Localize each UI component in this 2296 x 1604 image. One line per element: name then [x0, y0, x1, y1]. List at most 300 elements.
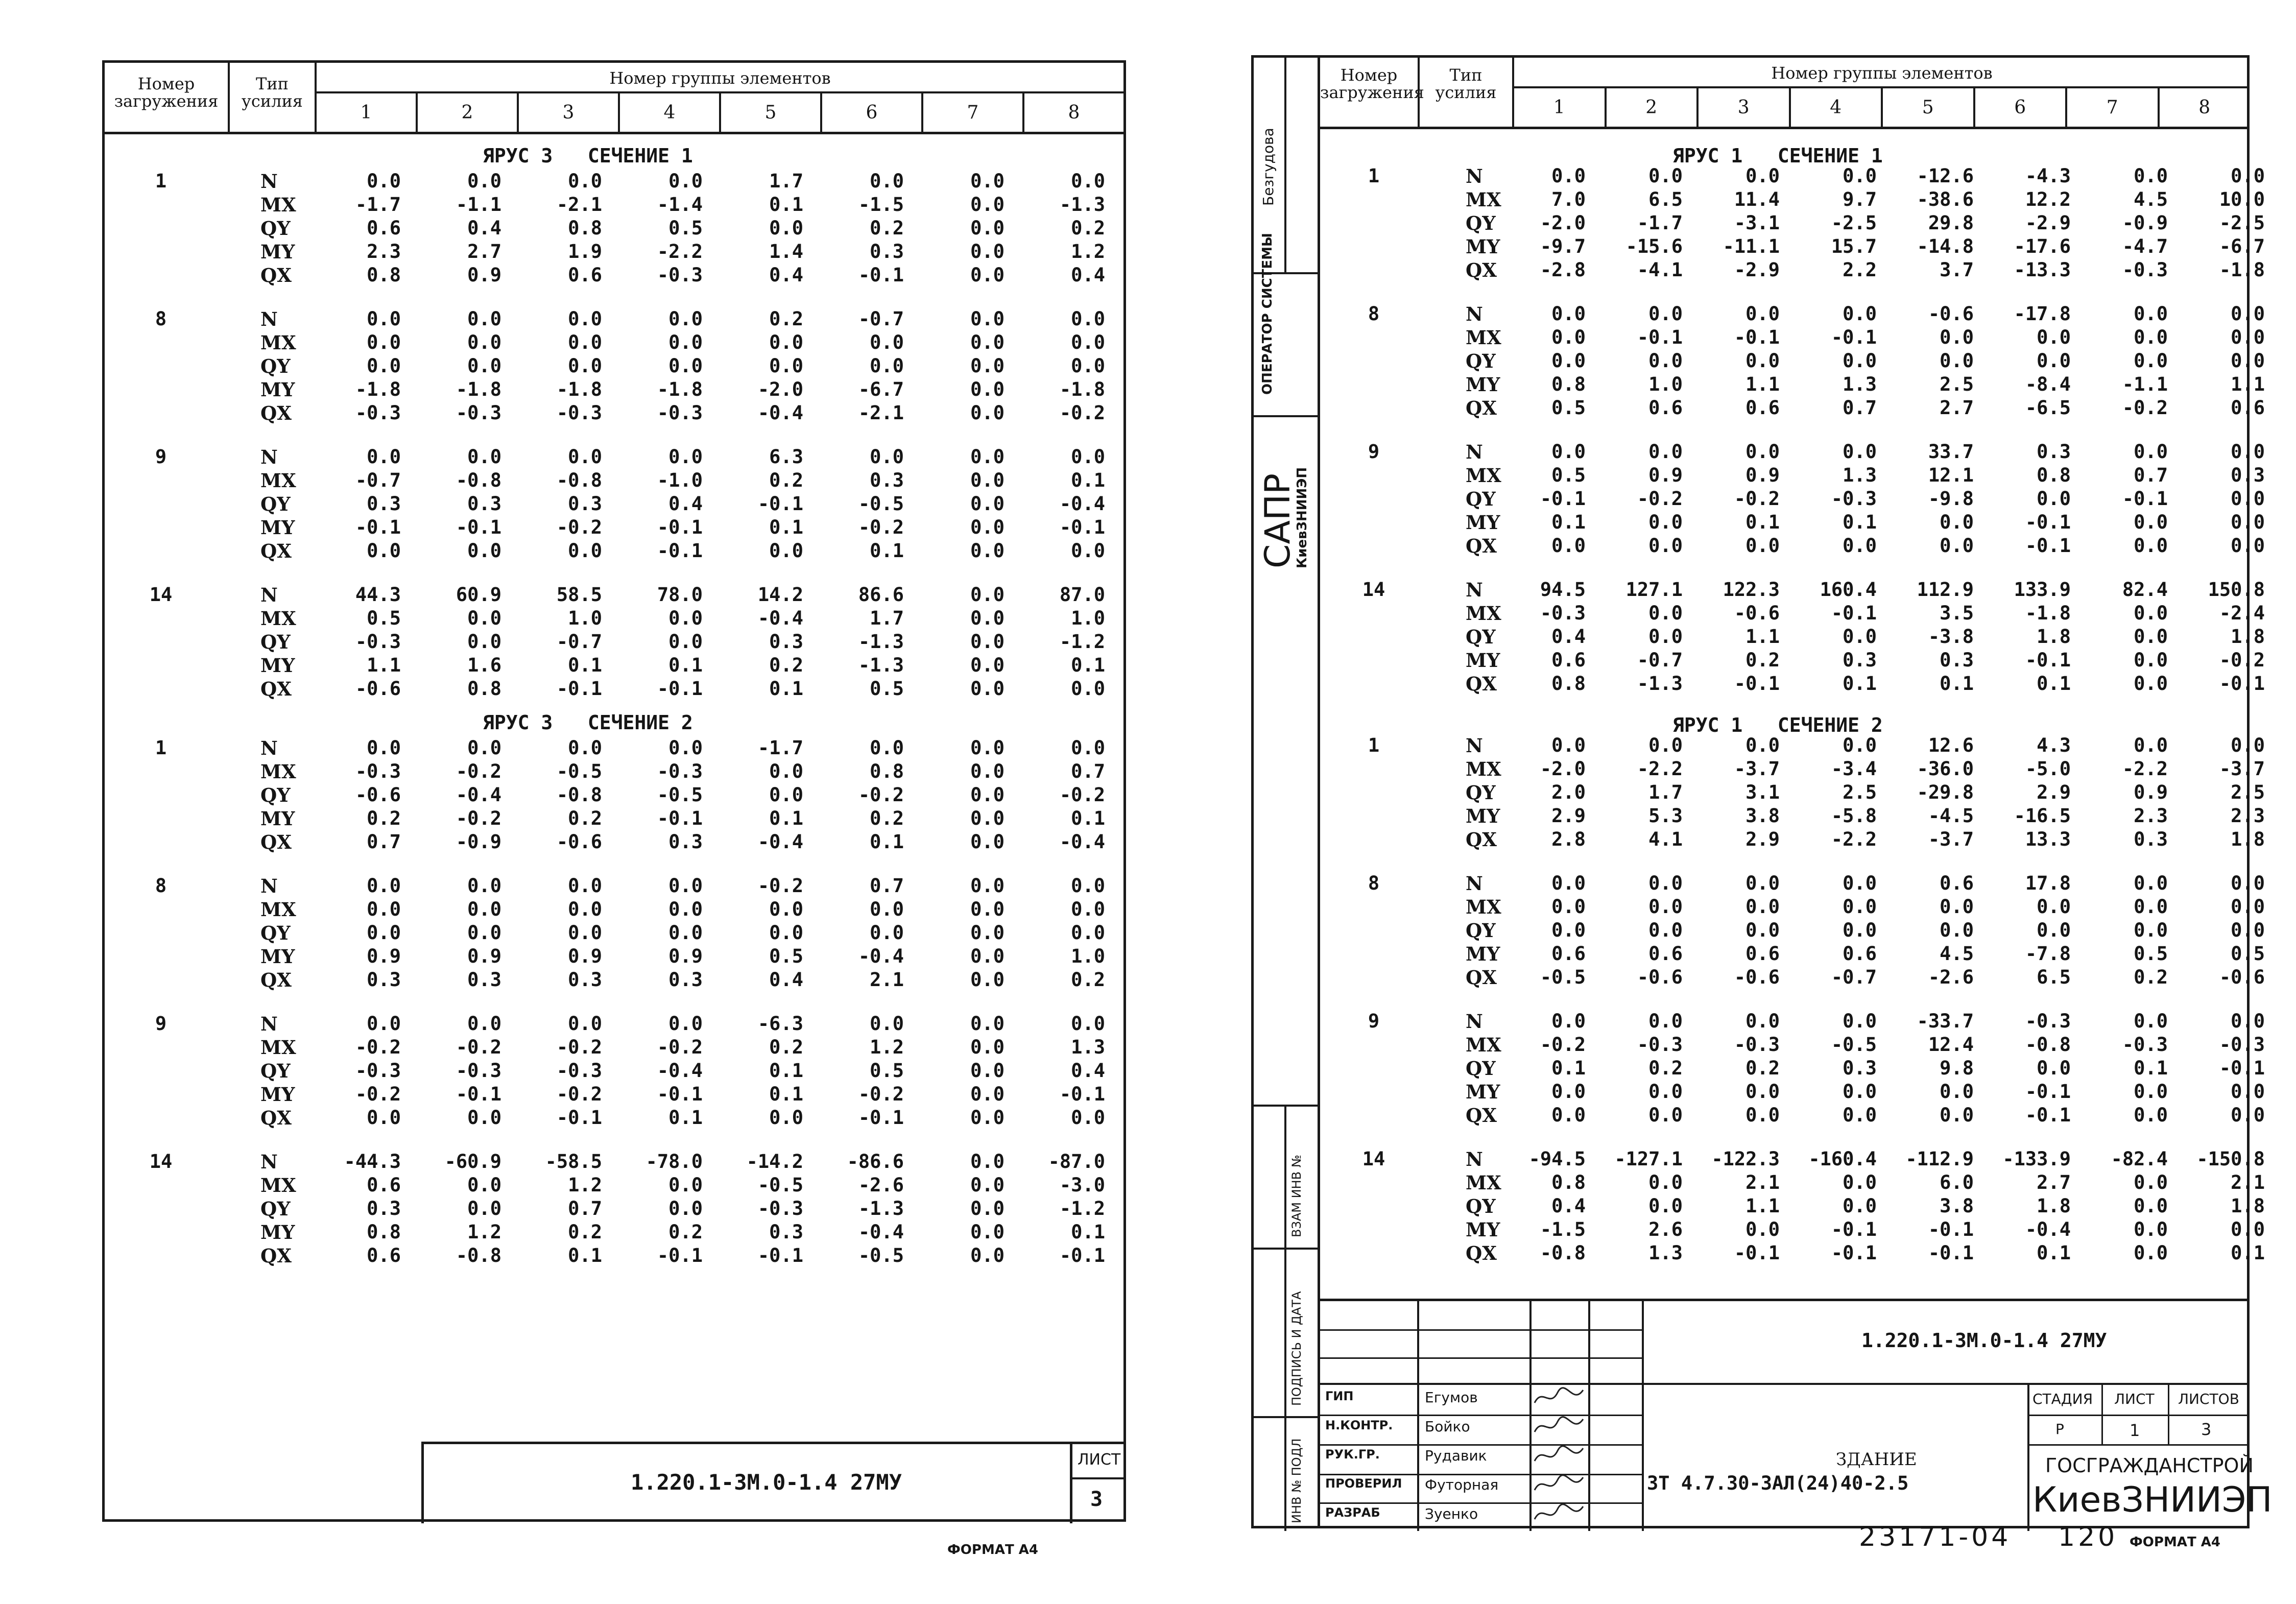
- header-load-number: Номер загружения: [1320, 58, 1420, 127]
- load-number: 9: [1368, 1010, 1380, 1032]
- force-value: -2.0: [1540, 212, 1586, 234]
- force-value: 0.0: [970, 807, 1004, 829]
- force-value: 0.1: [769, 1060, 803, 1082]
- force-value: 7.0: [1551, 188, 1586, 210]
- sheet-number: 3: [1090, 1488, 1103, 1511]
- header-force-type: Тип усилия: [1420, 58, 1514, 127]
- force-value: 1.0: [1071, 945, 1105, 967]
- force-value: 0.0: [1071, 875, 1105, 897]
- force-value: 0.0: [970, 945, 1004, 967]
- force-value: -3.7: [1734, 758, 1780, 780]
- force-value: 0.0: [970, 331, 1004, 353]
- force-value: -2.2: [1831, 828, 1877, 850]
- force-value: -6.7: [858, 378, 904, 400]
- force-value: 0.0: [2231, 165, 2265, 187]
- role-name: Рудавик: [1425, 1447, 1487, 1464]
- operator-label: ОПЕРАТОР СИСТЕМЫ: [1260, 233, 1275, 395]
- force-type: QX: [260, 831, 292, 853]
- force-value: -2.2: [657, 241, 703, 262]
- group-number-7: 7: [2067, 88, 2160, 127]
- force-value: 2.1: [2231, 1171, 2265, 1193]
- header-force-type: Тип усилия: [230, 63, 317, 132]
- force-value: -33.7: [1917, 1010, 1974, 1032]
- force-value: 0.1: [769, 807, 803, 829]
- force-value: 1.0: [1648, 373, 1683, 395]
- force-value: 0.8: [367, 1221, 401, 1243]
- force-type: MY: [260, 807, 295, 830]
- force-type: MY: [260, 378, 295, 401]
- force-value: -0.8: [456, 1244, 501, 1266]
- force-type: QX: [1466, 397, 1497, 419]
- force-value: 0.0: [1551, 441, 1586, 463]
- force-value: 1.0: [1071, 607, 1105, 629]
- force-value: 0.0: [2134, 602, 2168, 624]
- force-value: -2.9: [2025, 212, 2071, 234]
- force-type: MY: [260, 945, 295, 968]
- force-value: 0.0: [769, 784, 803, 806]
- force-value: 2.2: [1843, 259, 1877, 281]
- force-value: -3.7: [1928, 828, 1974, 850]
- force-type: MX: [1466, 1171, 1501, 1194]
- force-type: MY: [1466, 1081, 1500, 1103]
- force-value: 0.0: [1843, 165, 1877, 187]
- force-value: 0.1: [2134, 1057, 2168, 1079]
- force-value: 0.0: [970, 922, 1004, 944]
- force-value: 0.0: [1648, 1104, 1683, 1126]
- force-value: 0.3: [367, 1198, 401, 1219]
- force-value: 0.0: [1071, 355, 1105, 377]
- format-mark-right: ФОРМАТ А4: [2130, 1535, 2220, 1550]
- force-value: 87.0: [1059, 584, 1105, 606]
- force-type: N: [1466, 1010, 1483, 1033]
- force-value: 0.3: [1940, 649, 1974, 671]
- group-number-4: 4: [620, 93, 721, 132]
- right-sheet: [1251, 55, 2273, 1528]
- force-value: 0.0: [467, 631, 501, 653]
- force-value: -4.3: [2025, 165, 2071, 187]
- force-value: 0.0: [668, 631, 703, 653]
- force-value: -0.1: [1928, 1218, 1974, 1240]
- force-value: -0.2: [456, 1036, 501, 1058]
- force-value: 0.6: [1745, 943, 1780, 965]
- signature: [1532, 1385, 1588, 1410]
- force-value: 0.6: [1940, 872, 1974, 894]
- force-value: 0.1: [668, 654, 703, 676]
- force-value: -0.6: [1734, 966, 1780, 988]
- force-type: QX: [260, 969, 292, 991]
- force-value: 0.8: [1551, 673, 1586, 695]
- force-value: 3.1: [1745, 781, 1780, 803]
- force-type: MY: [260, 654, 295, 677]
- archive-number: 23171-04: [1859, 1522, 2012, 1552]
- force-value: 0.0: [2134, 350, 2168, 372]
- force-value: -3.7: [2219, 758, 2265, 780]
- force-value: 0.0: [1648, 1010, 1683, 1032]
- force-value: -60.9: [444, 1151, 501, 1172]
- force-value: 2.5: [2231, 781, 2265, 803]
- force-value: 0.9: [568, 945, 602, 967]
- force-value: 0.0: [970, 1221, 1004, 1243]
- force-value: -6.3: [757, 1013, 803, 1035]
- force-value: 0.1: [870, 540, 904, 562]
- inv-podl-label: ИНВ № ПОДЛ: [1289, 1438, 1304, 1523]
- force-value: -29.8: [1917, 781, 1974, 803]
- role-label: ГИП: [1325, 1389, 1354, 1403]
- force-type: MY: [1466, 373, 1500, 396]
- force-value: 0.1: [870, 831, 904, 853]
- force-value: 0.2: [568, 807, 602, 829]
- force-type: QY: [260, 784, 291, 806]
- force-type: QX: [260, 1244, 292, 1267]
- force-value: 0.9: [668, 945, 703, 967]
- force-value: 2.7: [1940, 397, 1974, 419]
- force-value: -11.1: [1723, 235, 1780, 257]
- force-value: 0.0: [668, 446, 703, 468]
- force-value: -0.3: [2025, 1010, 2071, 1032]
- force-value: -0.1: [657, 1083, 703, 1105]
- force-value: -0.3: [1831, 488, 1877, 510]
- force-type: MX: [260, 194, 296, 216]
- force-value: 0.0: [367, 875, 401, 897]
- force-value: 0.0: [467, 308, 501, 330]
- force-value: -1.1: [456, 194, 501, 216]
- force-type: N: [260, 446, 278, 468]
- force-value: 0.8: [568, 217, 602, 239]
- force-value: 0.5: [668, 217, 703, 239]
- force-type: N: [1466, 734, 1483, 757]
- force-value: 2.7: [2037, 1171, 2071, 1193]
- force-type: QY: [1466, 212, 1496, 234]
- force-type: QY: [260, 1060, 291, 1082]
- force-value: 0.5: [1551, 397, 1586, 419]
- force-value: 1.0: [568, 607, 602, 629]
- right-main: [1320, 58, 2273, 1526]
- force-value: -0.5: [556, 760, 602, 782]
- force-type: MX: [1466, 758, 1501, 780]
- force-value: -44.3: [344, 1151, 401, 1172]
- force-value: 0.0: [970, 1013, 1004, 1035]
- force-value: 0.0: [970, 446, 1004, 468]
- force-value: -4.5: [1928, 805, 1974, 827]
- force-value: 0.0: [870, 922, 904, 944]
- force-value: -86.6: [847, 1151, 904, 1172]
- force-value: -1.8: [657, 378, 703, 400]
- force-value: 6.5: [1648, 188, 1683, 210]
- load-number: 8: [155, 875, 167, 897]
- force-value: 0.0: [1551, 165, 1586, 187]
- force-value: 0.0: [2231, 1218, 2265, 1240]
- force-value: -0.1: [858, 1107, 904, 1129]
- force-value: 0.0: [970, 1198, 1004, 1219]
- force-type: N: [1466, 1148, 1483, 1170]
- force-value: -6.7: [2219, 235, 2265, 257]
- force-value: 0.0: [668, 922, 703, 944]
- group-number-1: 1: [317, 93, 418, 132]
- force-type: QY: [1466, 781, 1496, 804]
- force-value: 0.0: [668, 170, 703, 192]
- force-value: 0.9: [467, 264, 501, 286]
- role-name: Футорная: [1425, 1476, 1499, 1493]
- force-type: N: [1466, 303, 1483, 325]
- load-number: 14: [1362, 579, 1385, 601]
- force-value: 0.0: [1071, 308, 1105, 330]
- force-value: -0.1: [2025, 649, 2071, 671]
- force-value: 0.1: [1745, 511, 1780, 533]
- force-value: 0.0: [2231, 872, 2265, 894]
- force-value: -1.3: [1059, 194, 1105, 216]
- force-value: 1.1: [367, 654, 401, 676]
- force-value: 0.6: [1745, 397, 1780, 419]
- force-value: 0.0: [970, 264, 1004, 286]
- force-value: -2.6: [858, 1174, 904, 1196]
- force-value: 0.0: [970, 1036, 1004, 1058]
- force-value: 0.0: [2231, 1081, 2265, 1103]
- force-value: -0.5: [858, 493, 904, 515]
- force-value: -2.4: [2219, 602, 2265, 624]
- force-value: 0.0: [970, 540, 1004, 562]
- force-value: 0.0: [1551, 896, 1586, 918]
- force-value: 0.0: [1940, 919, 1974, 941]
- force-value: 0.4: [769, 264, 803, 286]
- force-value: -9.7: [1540, 235, 1586, 257]
- force-value: 0.0: [668, 355, 703, 377]
- role-name: Егумов: [1425, 1389, 1478, 1406]
- force-value: 112.9: [1917, 579, 1974, 601]
- force-value: 2.8: [1551, 828, 1586, 850]
- force-value: 6.0: [1940, 1171, 1974, 1193]
- force-value: -38.6: [1917, 188, 1974, 210]
- force-type: MY: [260, 241, 295, 263]
- force-value: 0.0: [668, 1013, 703, 1035]
- format-mark-left: ФОРМАТ А4: [947, 1542, 1038, 1558]
- force-value: 0.0: [970, 969, 1004, 991]
- force-value: 0.0: [1843, 734, 1877, 756]
- force-value: 0.1: [769, 1083, 803, 1105]
- force-value: 1.7: [769, 170, 803, 192]
- force-value: 0.1: [2037, 673, 2071, 695]
- force-value: 0.4: [467, 217, 501, 239]
- force-value: 0.0: [1648, 441, 1683, 463]
- force-value: 0.5: [870, 678, 904, 700]
- force-value: -0.2: [858, 1083, 904, 1105]
- force-value: 0.4: [1551, 626, 1586, 648]
- force-value: -0.3: [456, 402, 501, 424]
- force-value: 13.3: [2025, 828, 2071, 850]
- sheet-label: ЛИСТ: [1078, 1451, 1121, 1469]
- force-value: 0.8: [870, 760, 904, 782]
- force-type: MX: [260, 760, 296, 783]
- force-value: -2.2: [1637, 758, 1683, 780]
- force-value: 0.2: [1071, 969, 1105, 991]
- force-value: -0.1: [1540, 488, 1586, 510]
- force-value: 0.0: [2134, 303, 2168, 325]
- force-value: -0.2: [1059, 784, 1105, 806]
- force-value: -0.6: [556, 831, 602, 853]
- force-value: -0.6: [1928, 303, 1974, 325]
- force-type: N: [260, 737, 278, 759]
- force-value: 0.0: [2134, 1081, 2168, 1103]
- force-value: -160.4: [1808, 1148, 1877, 1170]
- stage-value: Р: [2055, 1421, 2064, 1438]
- force-value: 0.0: [467, 898, 501, 920]
- force-value: 0.0: [668, 308, 703, 330]
- force-value: 78.0: [657, 584, 703, 606]
- force-value: 2.5: [1940, 373, 1974, 395]
- force-value: 12.2: [2025, 188, 2071, 210]
- force-value: 0.0: [1071, 737, 1105, 759]
- force-value: 12.4: [1928, 1034, 1974, 1056]
- force-value: 0.0: [668, 875, 703, 897]
- force-type: QX: [1466, 259, 1497, 281]
- force-value: 33.7: [1928, 441, 1974, 463]
- force-value: -0.1: [1831, 1242, 1877, 1264]
- force-value: -0.5: [757, 1174, 803, 1196]
- force-value: 0.0: [2134, 649, 2168, 671]
- force-value: 0.0: [2231, 326, 2265, 348]
- force-value: -1.8: [2025, 602, 2071, 624]
- force-value: 1.3: [1843, 464, 1877, 486]
- force-value: 0.0: [1843, 919, 1877, 941]
- force-value: -0.1: [2025, 1104, 2071, 1126]
- force-value: 2.9: [1551, 805, 1586, 827]
- force-value: 0.0: [2231, 511, 2265, 533]
- force-value: -0.1: [858, 264, 904, 286]
- group-number-2: 2: [418, 93, 519, 132]
- force-value: 5.3: [1648, 805, 1683, 827]
- force-value: 0.0: [1940, 1104, 1974, 1126]
- force-value: 0.0: [2231, 350, 2265, 372]
- force-value: 0.0: [870, 737, 904, 759]
- signature: [1532, 1414, 1588, 1440]
- force-value: 0.0: [1648, 1081, 1683, 1103]
- force-value: 29.8: [1928, 212, 1974, 234]
- force-value: 0.0: [1745, 734, 1780, 756]
- header-groups: [1514, 58, 2250, 127]
- force-type: MX: [260, 607, 296, 630]
- force-value: -0.8: [456, 469, 501, 491]
- force-value: -0.4: [858, 945, 904, 967]
- force-value: 0.0: [1843, 1104, 1877, 1126]
- force-value: 0.1: [1071, 469, 1105, 491]
- sheets-label: ЛИСТОВ: [2178, 1391, 2239, 1407]
- force-value: 0.0: [1071, 678, 1105, 700]
- force-value: -12.6: [1917, 165, 1974, 187]
- force-value: -0.5: [858, 1244, 904, 1266]
- force-value: 0.0: [970, 469, 1004, 491]
- force-value: 1.3: [1071, 1036, 1105, 1058]
- force-value: 0.0: [1648, 303, 1683, 325]
- force-value: 0.0: [1648, 896, 1683, 918]
- force-value: -0.2: [2219, 649, 2265, 671]
- force-value: 10.0: [2219, 188, 2265, 210]
- force-value: 1.8: [2231, 828, 2265, 850]
- force-value: -112.9: [1905, 1148, 1974, 1170]
- force-value: 0.0: [970, 170, 1004, 192]
- force-type: MY: [1466, 649, 1500, 672]
- force-value: 0.0: [970, 516, 1004, 538]
- force-value: -0.2: [757, 875, 803, 897]
- force-value: -1.8: [1059, 378, 1105, 400]
- force-value: -0.4: [757, 607, 803, 629]
- force-value: 0.0: [1940, 896, 1974, 918]
- force-type: QY: [260, 217, 291, 240]
- force-value: 3.5: [1940, 602, 1974, 624]
- force-value: 0.0: [970, 1107, 1004, 1129]
- force-value: -122.3: [1711, 1148, 1780, 1170]
- force-value: 0.0: [2134, 673, 2168, 695]
- force-value: -150.8: [2196, 1148, 2265, 1170]
- force-value: 0.0: [769, 540, 803, 562]
- force-value: 0.0: [568, 922, 602, 944]
- force-value: -78.0: [645, 1151, 703, 1172]
- force-value: 0.0: [1843, 872, 1877, 894]
- force-value: -0.1: [1637, 326, 1683, 348]
- force-value: 2.6: [1648, 1218, 1683, 1240]
- force-value: 6.3: [769, 446, 803, 468]
- load-number: 1: [1368, 734, 1380, 756]
- force-value: 0.0: [668, 331, 703, 353]
- force-value: 0.0: [1551, 1104, 1586, 1126]
- force-value: -0.3: [1540, 602, 1586, 624]
- force-value: 15.7: [1831, 235, 1877, 257]
- force-value: -0.8: [2025, 1034, 2071, 1056]
- force-value: 0.0: [1648, 872, 1683, 894]
- force-value: 0.0: [568, 308, 602, 330]
- force-value: -3.8: [1928, 626, 1974, 648]
- force-type: MX: [260, 469, 296, 492]
- force-value: -1.5: [858, 194, 904, 216]
- load-number: 8: [1368, 872, 1380, 894]
- force-value: 3.8: [1745, 805, 1780, 827]
- force-value: 0.0: [970, 1060, 1004, 1082]
- force-type: MY: [260, 1083, 295, 1106]
- force-value: 0.1: [1551, 511, 1586, 533]
- role-name: Зуенко: [1425, 1505, 1478, 1522]
- force-type: QY: [260, 355, 291, 377]
- force-value: 0.0: [970, 654, 1004, 676]
- force-value: 0.3: [2134, 828, 2168, 850]
- force-value: -0.1: [2025, 511, 2071, 533]
- force-value: 0.0: [970, 584, 1004, 606]
- force-value: 0.2: [769, 308, 803, 330]
- force-value: -1.8: [556, 378, 602, 400]
- force-value: -0.3: [657, 402, 703, 424]
- force-value: 0.0: [970, 678, 1004, 700]
- force-value: 11.4: [1734, 188, 1780, 210]
- force-value: 0.1: [1071, 654, 1105, 676]
- force-value: 0.0: [1745, 896, 1780, 918]
- load-number: 14: [149, 1151, 173, 1172]
- force-type: MX: [260, 1036, 296, 1059]
- force-value: 0.0: [1745, 165, 1780, 187]
- force-value: 0.0: [2134, 1171, 2168, 1193]
- force-value: 0.0: [467, 1107, 501, 1129]
- force-value: 0.0: [568, 875, 602, 897]
- force-value: 0.4: [1071, 1060, 1105, 1082]
- force-value: 0.0: [1551, 1081, 1586, 1103]
- force-value: 0.6: [367, 1244, 401, 1266]
- force-value: 0.0: [1648, 602, 1683, 624]
- force-value: -0.2: [456, 760, 501, 782]
- force-type: QY: [1466, 626, 1496, 648]
- force-value: 0.0: [1745, 919, 1780, 941]
- left-sheet: [102, 60, 1126, 1522]
- doc-code: 1.220.1-3М.0-1.4 27МУ: [631, 1470, 902, 1495]
- force-value: -0.4: [1059, 493, 1105, 515]
- force-value: 0.1: [668, 1107, 703, 1129]
- force-value: 0.0: [2037, 326, 2071, 348]
- force-value: 0.0: [2231, 734, 2265, 756]
